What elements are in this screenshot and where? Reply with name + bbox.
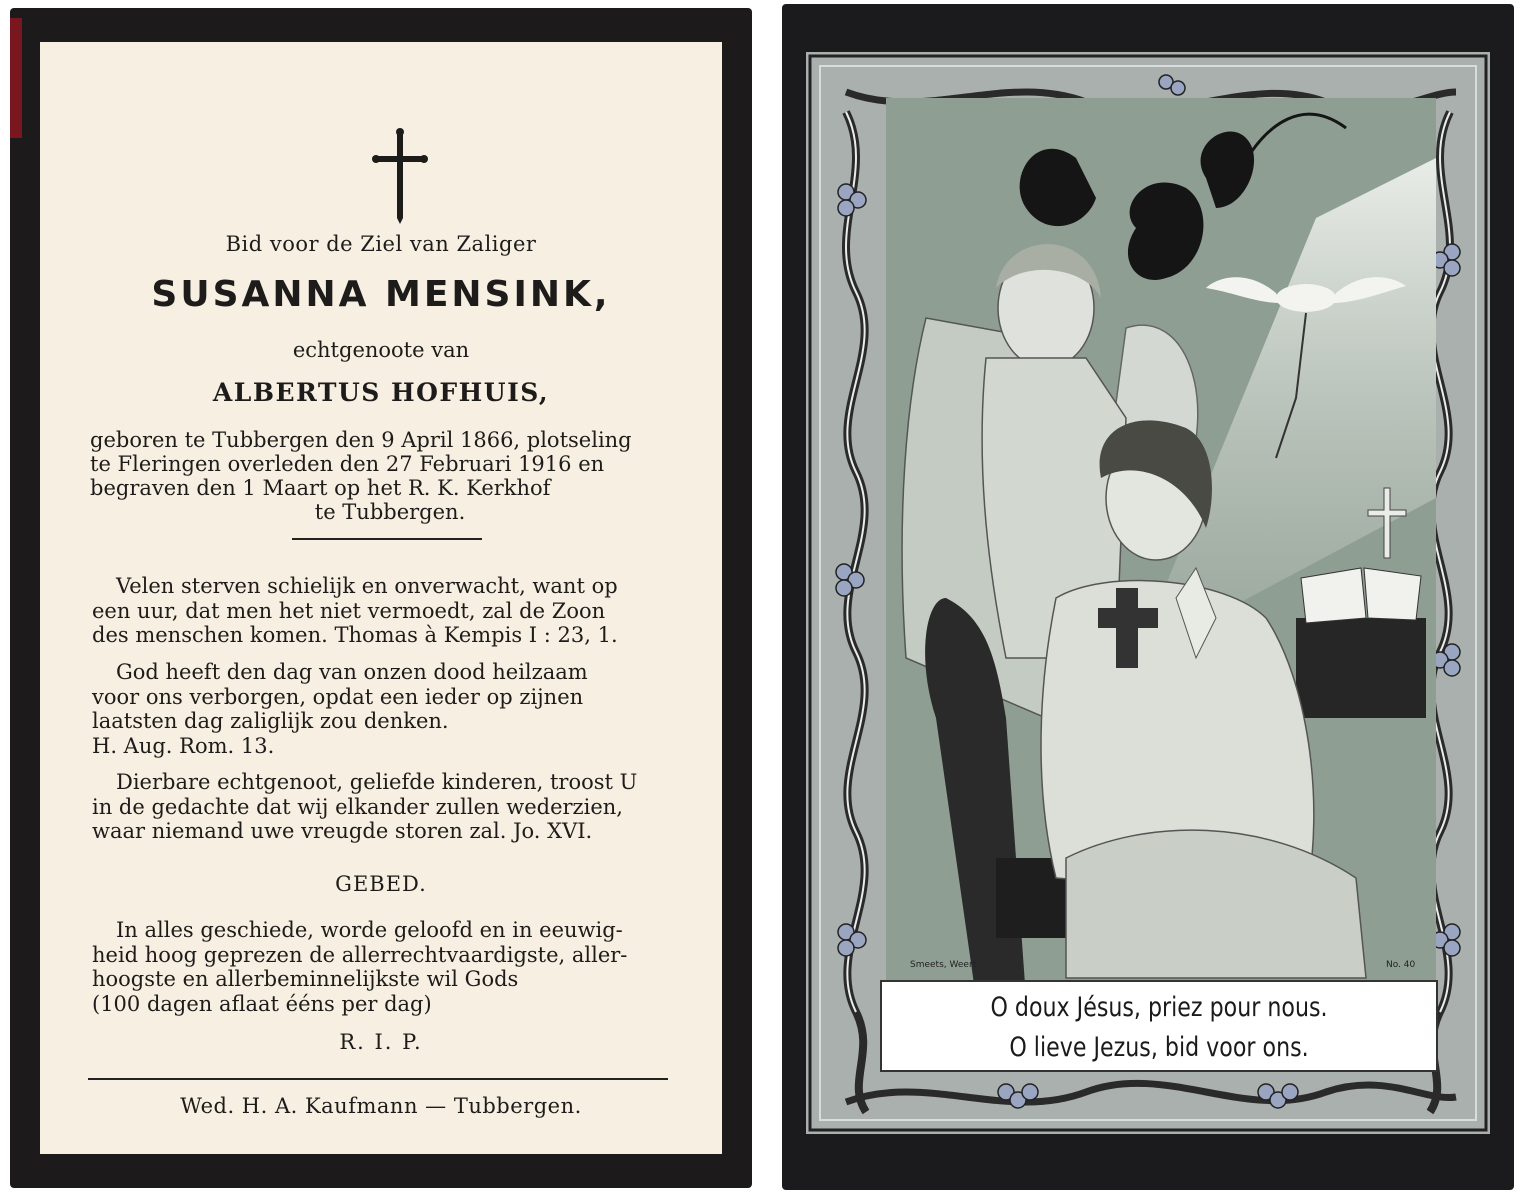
ornamental-frame (806, 52, 1490, 1134)
prayer-text (92, 918, 692, 1016)
plate-number: No. 40 (1386, 960, 1416, 970)
prayer-title: GEBED. (335, 872, 427, 896)
quote-line: God heeft den dag van onzen dood heilzaam (116, 660, 588, 684)
memorial-card-text-side (10, 8, 752, 1188)
intro-line: Bid voor de Ziel van Zaliger (225, 232, 537, 256)
quote-line: in de gedachte dat wij elkander zullen wederzien, (92, 794, 623, 819)
memorial-card-image-side (782, 4, 1514, 1190)
indulgence-note: (100 dagen aflaat ééns per dag) (92, 991, 432, 1016)
caption-french: O doux Jésus, priez pour nous. (990, 992, 1328, 1023)
spouse-name: ALBERTUS HOFHUIS, (212, 378, 550, 407)
red-edge-strip (10, 18, 22, 138)
prayer-line: hoogste en allerbeminnelijkste wil Gods (92, 967, 519, 991)
quote-kempis (92, 574, 692, 648)
bio-line: te Fleringen overleden den 27 Februari 1916 en (90, 452, 605, 476)
caption-panel (880, 980, 1438, 1072)
quote-line: een uur, dat men het niet vermoedt, zal de Zoon (92, 598, 606, 623)
caption-dutch: O lieve Jezus, bid voor ons. (1009, 1032, 1309, 1063)
quote-line: laatsten dag zaliglijk zou denken. (92, 709, 449, 733)
quote-line: voor ons verborgen, opdat een ieder op zijnen (92, 684, 584, 709)
quote-line: Velen sterven schielijk en onverwacht, want op (116, 574, 618, 598)
deceased-name: SUSANNA MENSINK, (151, 274, 611, 315)
biography (90, 428, 690, 524)
bio-line: geboren te Tubbergen den 9 April 1866, plotseling (90, 428, 632, 452)
bio-line: begraven den 1 Maart op het R. K. Kerkhof (90, 476, 551, 500)
publisher-mark: Smeets, Weert. (910, 960, 980, 970)
spouse-label: echtgenoote van (292, 338, 470, 362)
divider (292, 538, 482, 540)
quote-source: H. Aug. Rom. 13. (92, 733, 275, 758)
card-paper (40, 42, 722, 1154)
quote-consolation (92, 770, 692, 844)
bio-line: te Tubbergen. (314, 500, 466, 524)
quote-line: Dierbare echtgenoot, geliefde kinderen, troost U (116, 770, 638, 794)
prayer-line: heid hoog geprezen de allerrechtvaardigste, aller- (92, 942, 628, 967)
quote-line: waar niemand uwe vreugde storen zal. Jo. XVI. (92, 819, 593, 843)
quote-line: des menschen komen. Thomas à Kempis I : 23, 1. (92, 623, 618, 647)
footer-rule (88, 1078, 668, 1080)
devotional-illustration (886, 98, 1436, 1018)
rip-line: R. I. P. (339, 1030, 423, 1054)
praying-figure-with-angel-illustration (886, 98, 1436, 1018)
cross-icon (370, 126, 430, 226)
printer-credit: Wed. H. A. Kaufmann — Tubbergen. (180, 1094, 582, 1118)
prayer-line: In alles geschiede, worde geloofd en in eeuwig- (116, 918, 623, 942)
quote-augustine (92, 660, 692, 758)
